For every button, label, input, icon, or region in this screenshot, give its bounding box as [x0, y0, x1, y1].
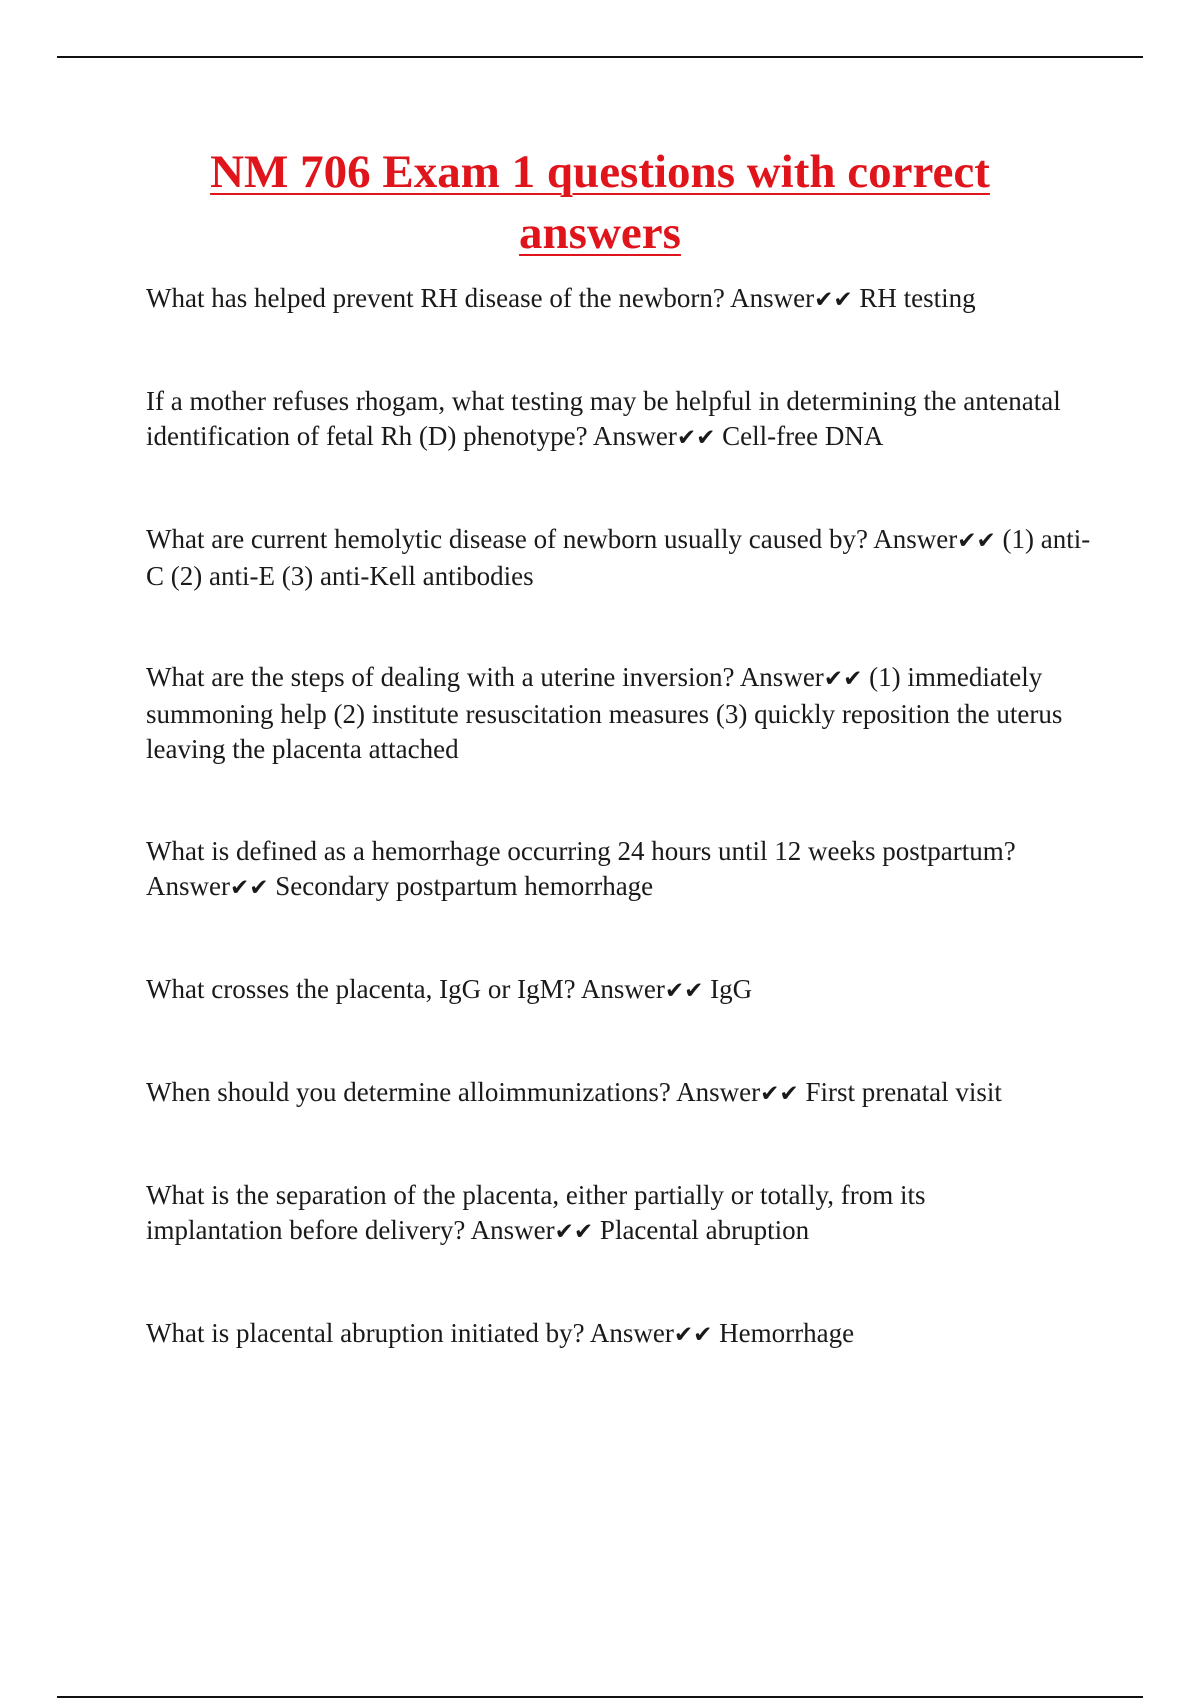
- answer-text: Secondary postpartum hemorrhage: [275, 871, 654, 901]
- question-text: What are the steps of dealing with a uterine inversion?: [146, 662, 735, 692]
- answer-text: IgG: [710, 974, 753, 1004]
- answer-text: (1) immediately summoning help (2) institute resuscitation measures (3) quickly reposition the uterus leaving the placenta attached: [146, 662, 1063, 764]
- answer-text: (1) anti-C (2) anti-E (3) anti-Kell antibodies: [146, 524, 1091, 591]
- question-text: What has helped prevent RH disease of the newborn?: [146, 283, 725, 313]
- qa-item-5: [146, 834, 1086, 906]
- answer-label: Answer: [146, 871, 230, 901]
- double-checkmark-icon: ✔✔: [673, 1322, 713, 1348]
- question-text: When should you determine alloimmunizations?: [146, 1077, 671, 1107]
- double-checkmark-icon: ✔✔: [814, 287, 853, 313]
- double-checkmark-icon: ✔✔: [554, 1219, 594, 1245]
- question-text: What is the separation of the placenta, either partially or totally, from its implantation before delivery?: [146, 1180, 926, 1245]
- qa-item-1: [146, 281, 1106, 318]
- answer-text: Cell-free DNA: [722, 421, 884, 451]
- double-checkmark-icon: ✔✔: [823, 666, 863, 692]
- qa-item-3: [146, 522, 1106, 594]
- question-text: What is defined as a hemorrhage occurring 24 hours until 12 weeks postpartum?: [146, 836, 1016, 866]
- answer-text: First prenatal visit: [805, 1077, 1002, 1107]
- answer-label: Answer: [873, 524, 958, 554]
- question-text: What crosses the placenta, IgG or IgM?: [146, 974, 576, 1004]
- double-checkmark-icon: ✔✔: [957, 528, 996, 554]
- answer-text: Placental abruption: [599, 1215, 810, 1245]
- qa-item-8: [146, 1178, 1006, 1250]
- qa-item-7: [146, 1075, 1106, 1112]
- double-checkmark-icon: ✔✔: [229, 875, 269, 901]
- answer-label: Answer: [730, 283, 815, 313]
- question-text: What are current hemolytic disease of newborn usually caused by?: [146, 524, 868, 554]
- double-checkmark-icon: ✔✔: [664, 978, 704, 1004]
- answer-label: Answer: [592, 421, 677, 451]
- qa-item-2: [146, 384, 1076, 456]
- answer-label: Answer: [589, 1318, 674, 1348]
- question-text: If a mother refuses rhogam, what testing may be helpful in determining the antenatal identification of fetal Rh (D) phenotype?: [146, 386, 1061, 451]
- top-rule: [57, 56, 1143, 58]
- qa-item-6: [146, 972, 1106, 1009]
- bottom-rule: [57, 1696, 1143, 1698]
- answer-text: RH testing: [859, 283, 976, 313]
- answer-label: Answer: [580, 974, 665, 1004]
- double-checkmark-icon: ✔✔: [676, 425, 716, 451]
- double-checkmark-icon: ✔✔: [760, 1081, 799, 1107]
- question-text: What is placental abruption initiated by?: [146, 1318, 585, 1348]
- answer-label: Answer: [739, 662, 824, 692]
- qa-item-4: [146, 660, 1066, 767]
- answer-text: Hemorrhage: [719, 1318, 855, 1348]
- answer-label: Answer: [676, 1077, 761, 1107]
- document-title: NM 706 Exam 1 questions with correct answers: [210, 146, 990, 259]
- qa-item-9: [146, 1316, 1106, 1353]
- answer-label: Answer: [470, 1215, 555, 1245]
